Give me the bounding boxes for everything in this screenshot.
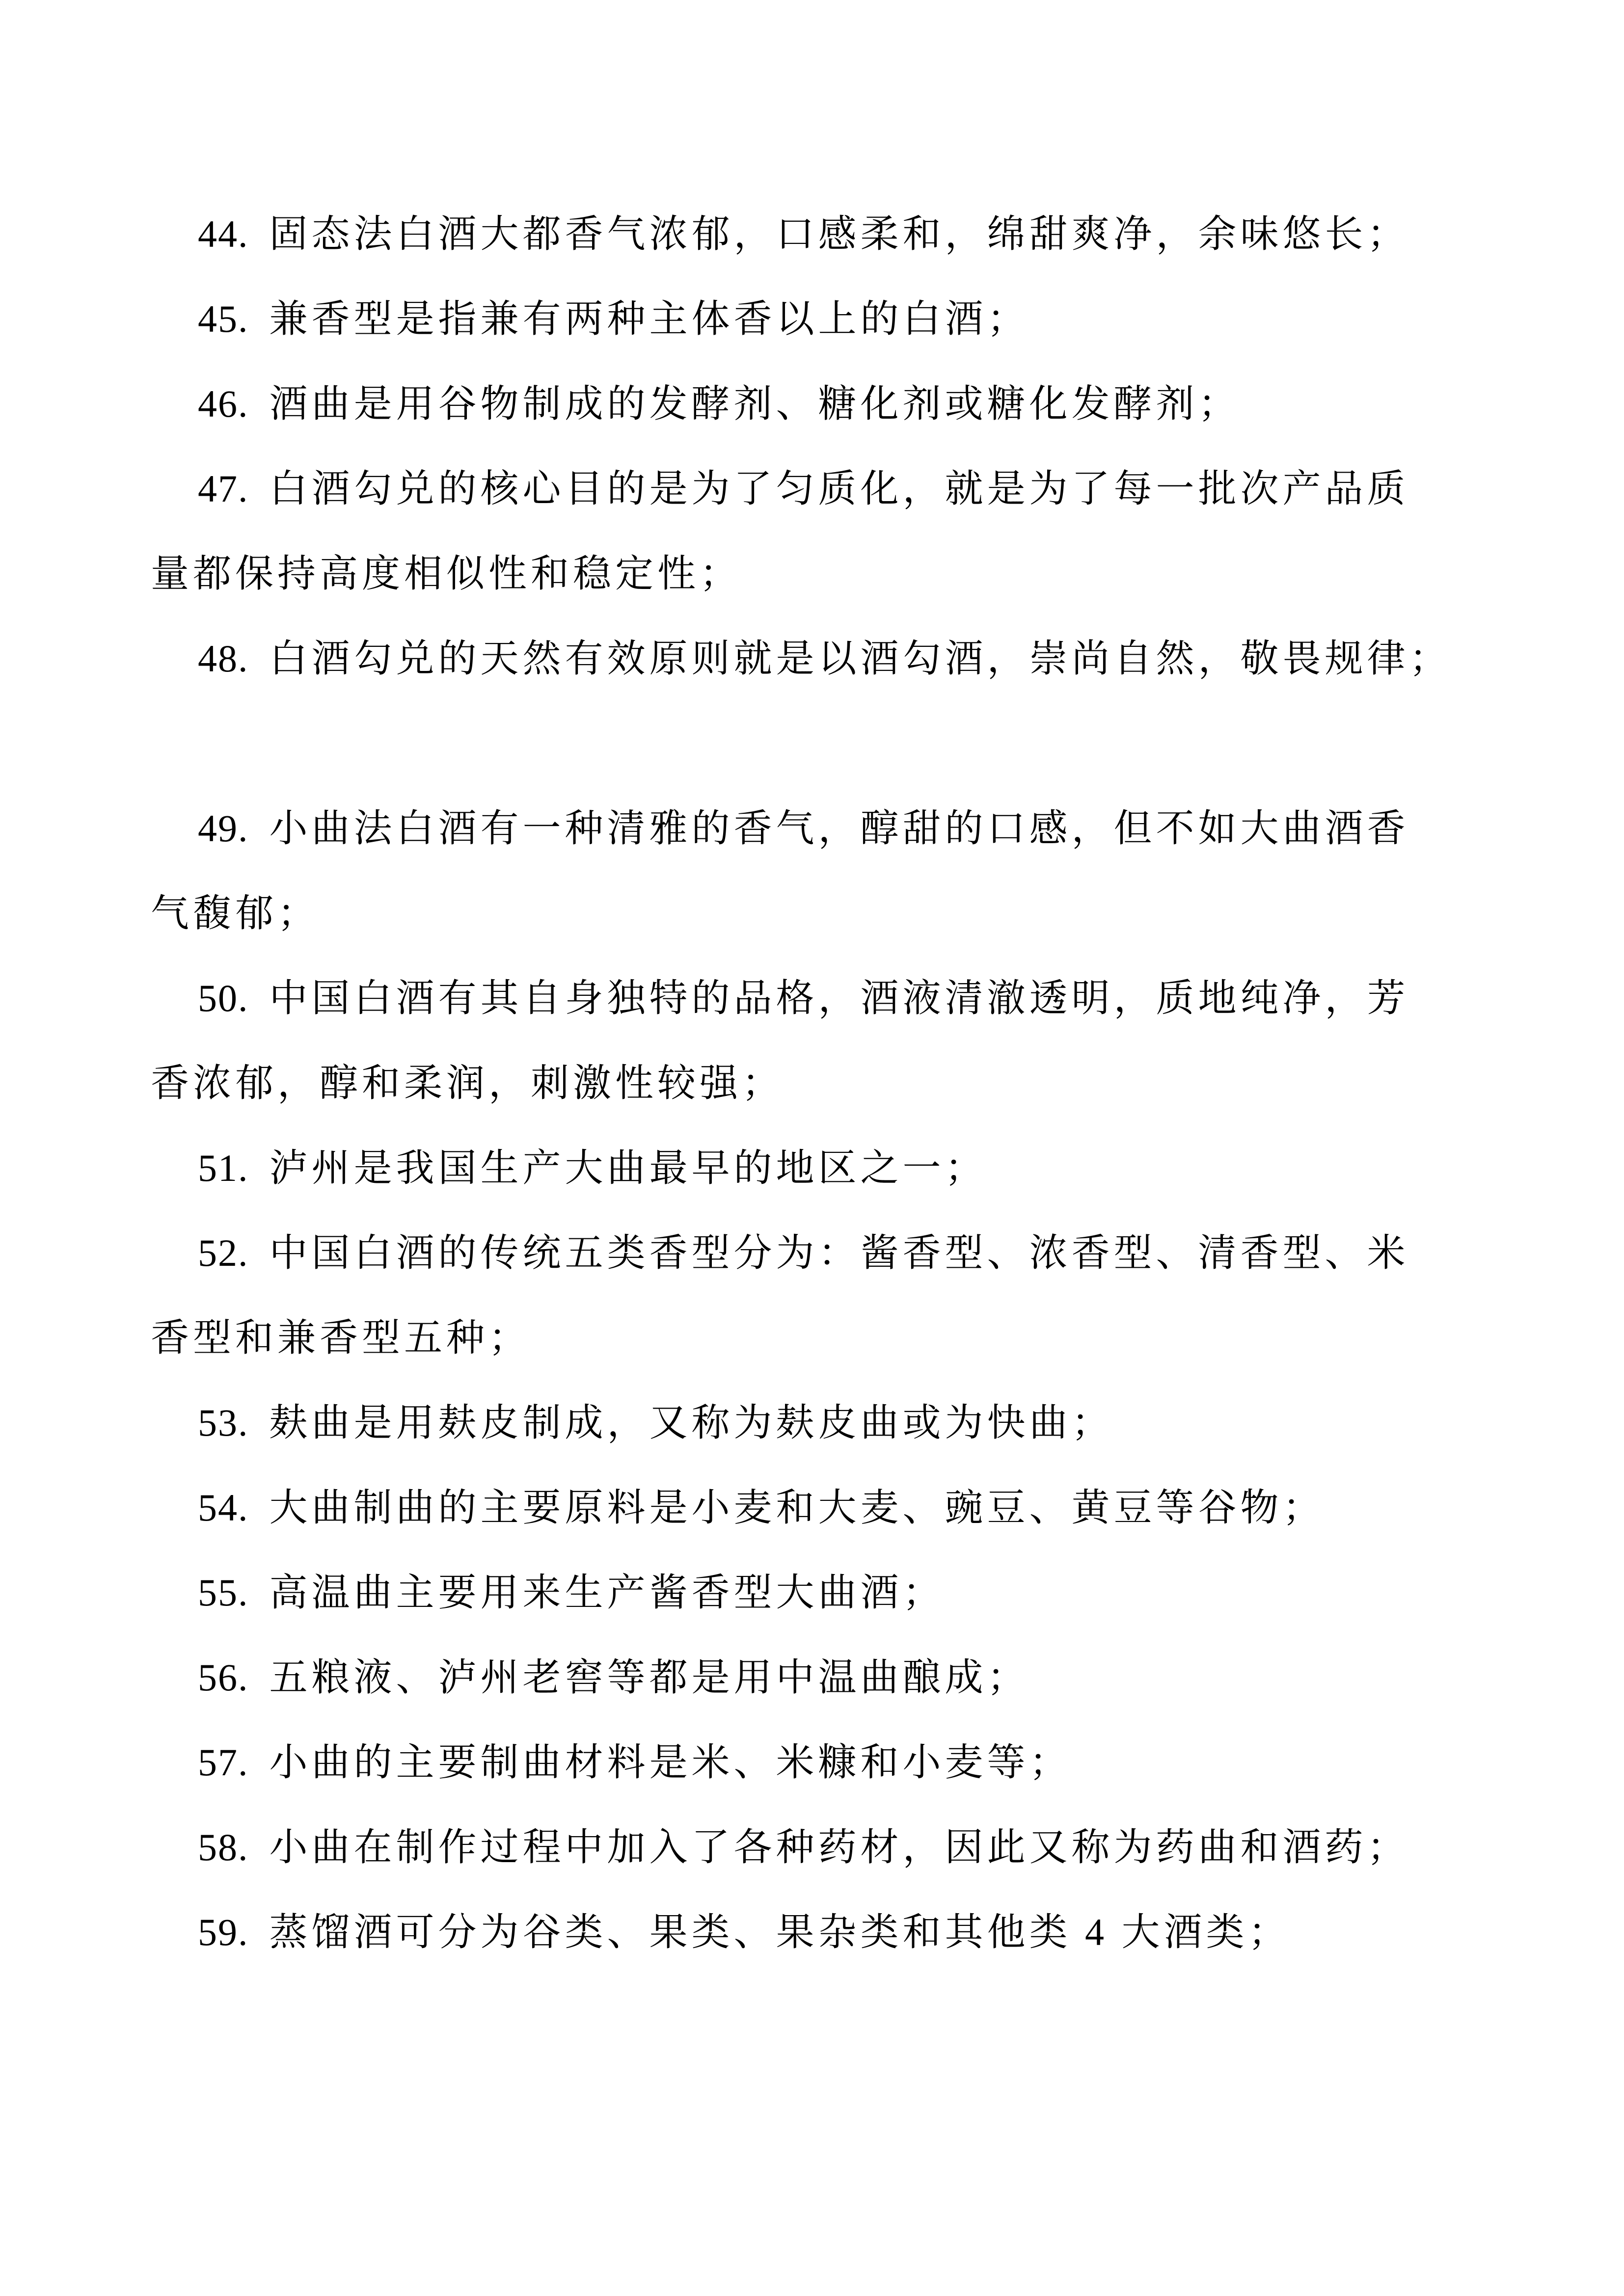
item-number: 57.	[198, 1741, 249, 1784]
list-item-line	[151, 956, 1466, 1041]
list-item-line	[151, 1465, 1466, 1550]
list-item-line	[151, 786, 1466, 871]
list-item-wrap-line: 香浓郁，醇和柔润，刺激性较强；	[151, 1062, 785, 1104]
item-text: 小曲的主要制曲材料是米、米糠和小麦等；	[269, 1741, 1072, 1784]
item-number: 53.	[198, 1401, 249, 1444]
item-text: 白酒勾兑的天然有效原则就是以酒勾酒，崇尚自然，敬畏规律；	[269, 637, 1452, 680]
blank-line	[151, 701, 1466, 786]
item-number: 52.	[198, 1231, 249, 1274]
item-text: 大曲制曲的主要原料是小麦和大麦、豌豆、黄豆等谷物；	[269, 1486, 1325, 1529]
item-number: 59.	[198, 1911, 249, 1953]
list-item-line	[151, 361, 1466, 446]
document-content	[151, 191, 1466, 1975]
item-text: 麸曲是用麸皮制成，又称为麸皮曲或为快曲；	[269, 1401, 1114, 1444]
list-item-wrap-line: 量都保持高度相似性和稳定性；	[151, 552, 742, 595]
item-text: 酒曲是用谷物制成的发酵剂、糖化剂或糖化发酵剂；	[269, 382, 1241, 425]
item-number: 49.	[198, 807, 249, 850]
item-text: 中国白酒有其自身独特的品格，酒液清澈透明，质地纯净，芳	[269, 977, 1409, 1019]
item-text: 五粮液、泸州老窖等都是用中温曲酿成；	[269, 1656, 1029, 1699]
item-number: 45.	[198, 297, 249, 340]
item-number: 44.	[198, 213, 249, 255]
list-item-line	[151, 1210, 1466, 1295]
item-text: 固态法白酒大都香气浓郁，口感柔和，绵甜爽净，余味悠长；	[269, 213, 1409, 255]
list-item-line	[151, 1125, 1466, 1210]
list-item-line	[151, 446, 1466, 531]
item-text: 泸州是我国生产大曲最早的地区之一；	[269, 1147, 987, 1189]
list-item-line	[151, 1720, 1466, 1805]
item-text: 小曲法白酒有一种清雅的香气，醇甜的口感，但不如大曲酒香	[269, 807, 1409, 850]
list-item-line	[151, 191, 1466, 276]
list-item-wrap-line: 香型和兼香型五种；	[151, 1316, 531, 1359]
item-number: 50.	[198, 977, 249, 1019]
list-item-line	[151, 276, 1466, 361]
list-item-line	[151, 1380, 1466, 1465]
list-item-line	[151, 1550, 1466, 1635]
list-item-line	[151, 1805, 1466, 1890]
item-text: 小曲在制作过程中加入了各种药材，因此又称为药曲和酒药；	[269, 1826, 1409, 1869]
item-number: 48.	[198, 637, 249, 680]
list-item-line	[151, 1635, 1466, 1720]
list-item-line	[151, 616, 1466, 701]
item-text: 白酒勾兑的核心目的是为了匀质化，就是为了每一批次产品质	[269, 467, 1409, 510]
item-text: 高温曲主要用来生产酱香型大曲酒；	[269, 1571, 945, 1614]
list-item-wrap-line: 气馥郁；	[151, 892, 320, 934]
item-number: 55.	[198, 1571, 249, 1614]
item-number: 51.	[198, 1147, 249, 1189]
item-number: 47.	[198, 467, 249, 510]
item-text: 蒸馏酒可分为谷类、果类、果杂类和其他类 4 大酒类；	[269, 1911, 1291, 1953]
item-text: 中国白酒的传统五类香型分为：酱香型、浓香型、清香型、米	[269, 1231, 1409, 1274]
item-number: 58.	[198, 1826, 249, 1869]
list-item-line	[151, 1890, 1466, 1975]
item-text: 兼香型是指兼有两种主体香以上的白酒；	[269, 297, 1029, 340]
item-number: 56.	[198, 1656, 249, 1699]
item-number: 54.	[198, 1486, 249, 1529]
item-number: 46.	[198, 382, 249, 425]
